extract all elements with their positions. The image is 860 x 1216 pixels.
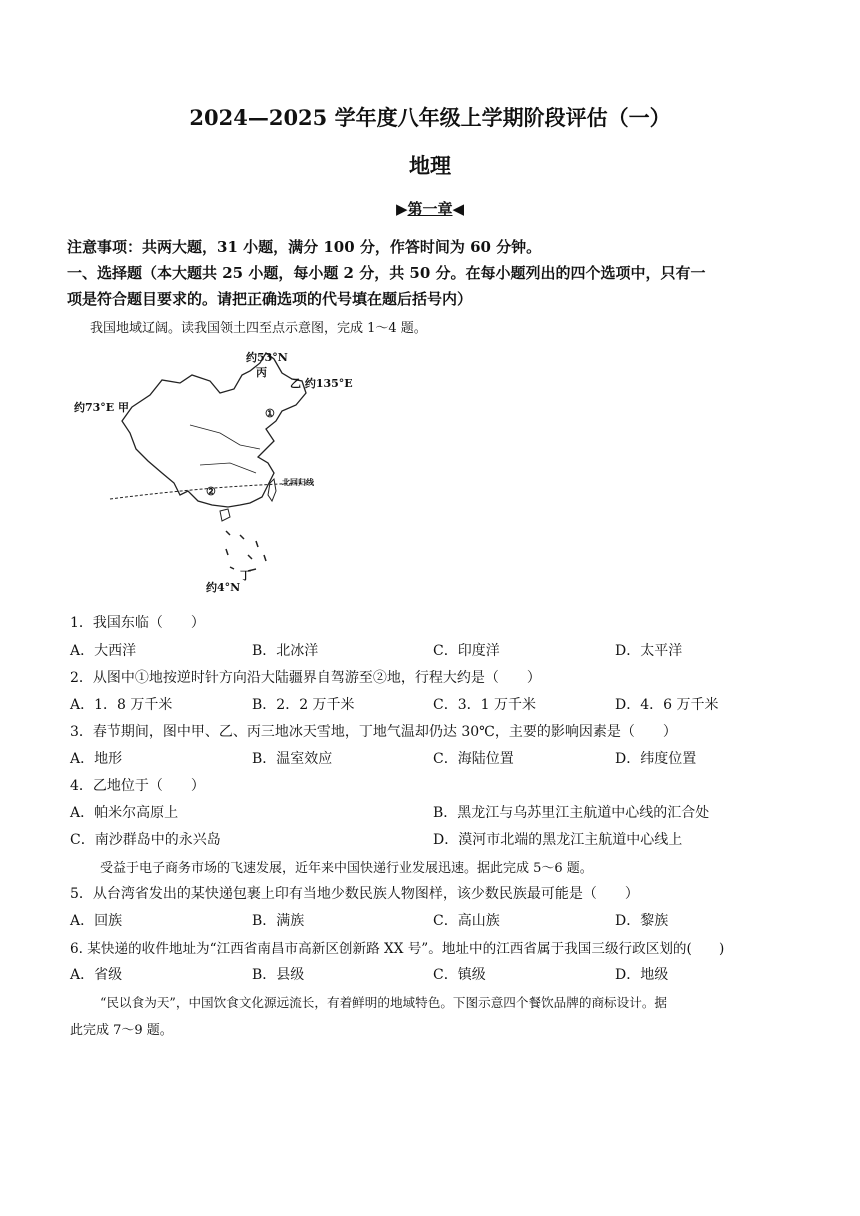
intro-q5-6: 受益于电子商务市场的飞速发展，近年来中国快递行业发展迅速。据此完成 5～6 题。	[100, 861, 593, 876]
question-3-stem: 3．春节期间，图中甲、乙、丙三地冰天雪地，丁地气温却仍达 30℃，主要的影响因素是（ ）	[70, 724, 677, 740]
question-6-stem: 6. 某快递的收件地址为“江西省南昌市高新区创新路 XX 号”。地址中的江西省属于我国三级行政区划的( )	[70, 941, 725, 957]
q3-option-b: B．温室效应	[252, 751, 333, 767]
map-figure	[70, 345, 370, 595]
q3-option-d: D．纬度位置	[615, 751, 697, 767]
q5-option-d: D．黎族	[615, 913, 669, 929]
map-label-point2: ②	[206, 485, 216, 498]
q5-option-a: A．回族	[70, 913, 123, 929]
q4-option-c: C．南沙群岛中的永兴岛	[70, 832, 221, 848]
q1-option-c: C．印度洋	[433, 643, 500, 659]
question-5-stem: 5．从台湾省发出的某快递包裹上印有当地少数民族人物图样，该少数民族最可能是（ ）	[70, 886, 639, 902]
q2-option-c: C．3．1 万千米	[433, 697, 536, 713]
map-label-west: 约73°E 甲	[74, 401, 130, 414]
map-label-south: 约4°N	[206, 581, 241, 594]
q1-option-b: B．北冰洋	[252, 643, 319, 659]
map-label-point1: ①	[265, 407, 275, 420]
question-1-stem: 1．我国东临（ ）	[70, 615, 205, 631]
chapter-heading	[0, 198, 860, 219]
section1-line1: 一、选择题（本大题共 25 小题，每小题 2 分，共 50 分。在每小题列出的四个选项中，只有一	[67, 264, 706, 282]
subject-heading: 地理	[409, 153, 451, 178]
intro-q7-9-line2: 此完成 7～9 题。	[70, 1023, 173, 1038]
q1-option-a: A．大西洋	[70, 643, 137, 659]
map-label-ding: 丁	[240, 569, 251, 582]
hainan-outline	[220, 509, 230, 521]
exam-notice: 注意事项：共两大题，31 小题，满分 100 分，作答时间为 60 分钟。	[67, 238, 542, 256]
intro-q1-4: 我国地域辽阔。读我国领土四至点示意图，完成 1～4 题。	[90, 321, 427, 336]
q6-option-b: B．县级	[252, 967, 305, 983]
q5-option-b: B．满族	[252, 913, 305, 929]
mainland-outline	[122, 353, 306, 507]
map-label-north: 约53°N	[246, 351, 288, 364]
question-4-stem: 4．乙地位于（ ）	[70, 778, 205, 794]
chapter-text: 第一章	[407, 200, 453, 218]
map-label-tropic: 北回归线	[282, 477, 314, 487]
q2-option-a: A．1．8 万千米	[70, 697, 173, 713]
q3-option-c: C．海陆位置	[433, 751, 514, 767]
q6-option-c: C．镇级	[433, 967, 486, 983]
q5-option-c: C．高山族	[433, 913, 500, 929]
question-2-stem: 2．从图中①地按逆时针方向沿大陆疆界自驾游至②地，行程大约是（ ）	[70, 670, 541, 686]
q4-option-a: A．帕米尔高原上	[70, 805, 179, 821]
q4-option-d: D．漠河市北端的黑龙江主航道中心线上	[433, 832, 683, 848]
q2-option-b: B．2．2 万千米	[252, 697, 355, 713]
q6-option-a: A．省级	[70, 967, 123, 983]
intro-q7-9-line1: “民以食为天”，中国饮食文化源远流长，有着鲜明的地域特色。下图示意四个餐饮品牌的商标设计。据	[100, 995, 668, 1010]
section1-line2: 项是符合题目要求的。请把正确选项的代号填在题后括号内）	[67, 290, 473, 308]
map-label-east: 乙 约135°E	[290, 377, 353, 390]
chapter-right-marker: ◀	[452, 200, 465, 218]
q3-option-a: A．地形	[70, 751, 123, 767]
q2-option-d: D．4．6 万千米	[615, 697, 719, 713]
q4-option-b: B．黑龙江与乌苏里江主航道中心线的汇合处	[433, 805, 710, 821]
chapter-left-marker: ▶	[395, 200, 408, 218]
map-label-bing: 丙	[256, 366, 267, 379]
q1-option-d: D．太平洋	[615, 643, 683, 659]
page-title: 2024—2025 学年度八年级上学期阶段评估（一）	[189, 105, 671, 130]
china-extremity-map	[70, 345, 370, 595]
q6-option-d: D．地级	[615, 967, 669, 983]
